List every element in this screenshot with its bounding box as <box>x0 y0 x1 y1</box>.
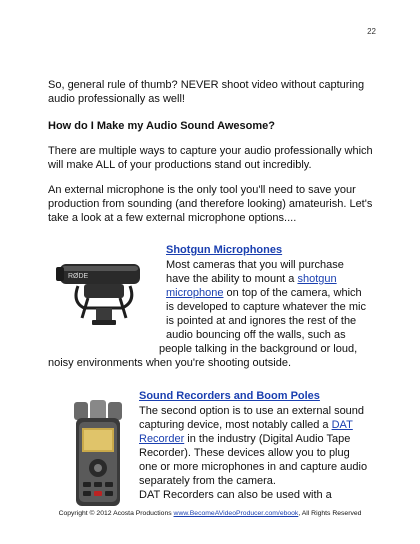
shotgun-line-2: have the ability to mount a shotgun <box>166 273 337 285</box>
recorder-link[interactable]: Recorder <box>139 433 185 445</box>
shotgun-link[interactable]: shotgun <box>297 273 337 285</box>
section-heading: How do I Make my Audio Sound Awesome? <box>48 120 275 132</box>
recorder-line-1: The second option is to use an external sound <box>139 405 365 417</box>
recorder-line-6: separately from the camera. <box>139 475 276 487</box>
recorder-line-2: capturing device, most notably called a DAT <box>139 419 353 431</box>
footer-copyright: Copyright © 2012 Acosta Productions www.BecomeAVideoProducer.com/ebook, All Rights Reserved <box>58 510 362 517</box>
shotgun-line-1: Most cameras that you will purchase <box>166 259 344 271</box>
paragraph-external-microphone: An external microphone is the only tool you'll need to save your production from sounding (and therefore looking) amateurish. Let's take a look at a few external microphone options.... <box>48 184 373 224</box>
shotgun-line-7: people talking in the background or loud, <box>159 343 358 355</box>
page-number: 22 <box>367 27 376 36</box>
shotgun-line-3: microphone on top of the camera, which <box>166 287 362 299</box>
recorder-line-3: Recorder in the industry (Digital Audio Tape <box>139 433 351 445</box>
paragraph-rule-of-thumb: So, general rule of thumb? NEVER shoot video without capturing audio professionally as well! <box>48 79 365 105</box>
mic-brand-label: RØDE <box>68 273 89 280</box>
footer-website-link[interactable]: www.BecomeAVideoProducer.com/ebook <box>173 510 299 517</box>
dat-recorder-image <box>68 400 128 508</box>
recorder-line-4: Recorder). These devices allow you to plug <box>139 447 350 459</box>
paragraph-multiple-ways: There are multiple ways to capture your audio professionally which will make ALL of your productions stand out incredibly. <box>48 145 373 171</box>
shotgun-microphones-title[interactable]: Shotgun Microphones <box>166 244 283 256</box>
recorder-line-5: one or more microphones in and capture audio <box>139 461 368 473</box>
microphone-link[interactable]: microphone <box>166 287 224 299</box>
sound-recorders-title[interactable]: Sound Recorders and Boom Poles <box>139 390 320 402</box>
recorder-line-7: DAT Recorders can also be used with a <box>139 489 332 501</box>
shotgun-microphone-image <box>56 256 148 330</box>
dat-link[interactable]: DAT <box>331 419 353 431</box>
shotgun-line-4: is developed to capture whatever the mic <box>166 301 366 313</box>
shotgun-line-5: is pointed at and ignores the rest of the <box>166 315 357 327</box>
shotgun-line-6: audio bouncing off the walls, such as <box>166 329 346 341</box>
shotgun-line-8: noisy environments when you're shooting outside. <box>48 357 292 369</box>
